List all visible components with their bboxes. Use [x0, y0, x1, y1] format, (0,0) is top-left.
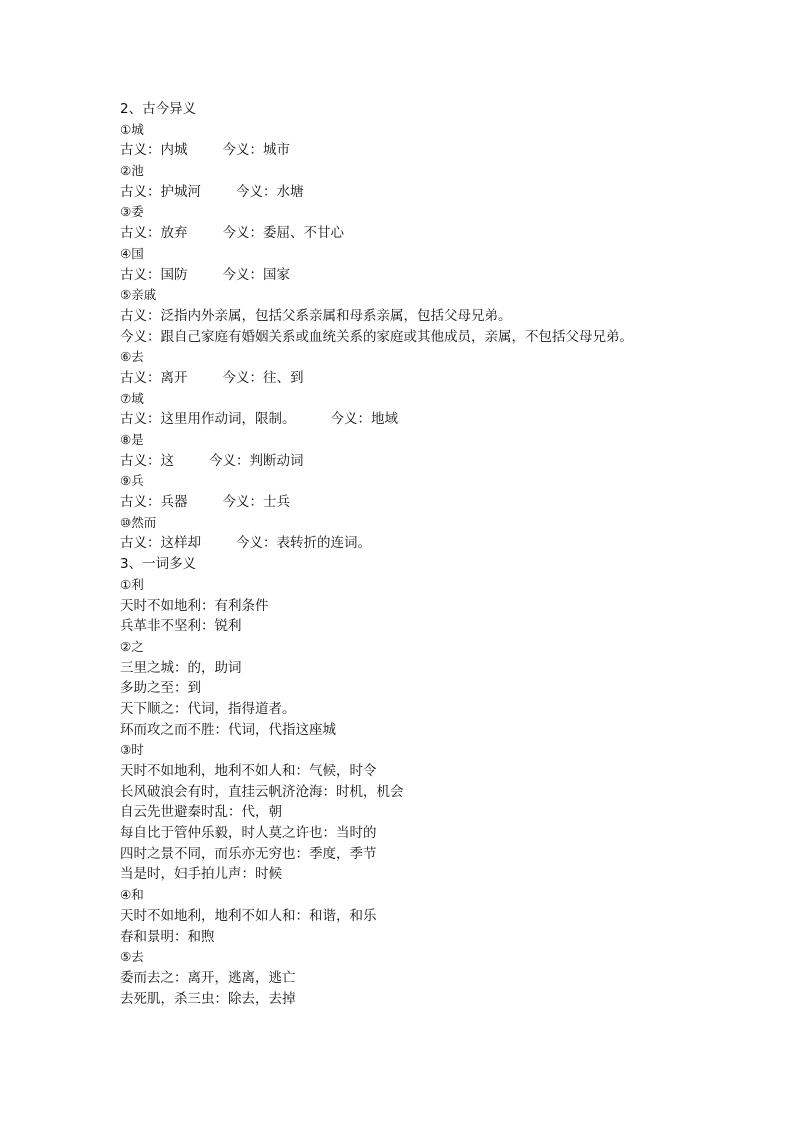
- modern-meaning: 今义：城市: [222, 142, 290, 159]
- entry-meanings: [120, 265, 720, 286]
- ancient-meaning: 古义：这里用作动词，限制。: [120, 411, 296, 428]
- ancient-meaning: 古义：这: [120, 452, 174, 469]
- modern-meaning: 今义：往、到: [222, 369, 304, 386]
- entry-number: ③委: [120, 204, 144, 220]
- entry-meanings: [120, 368, 720, 389]
- section-heading: 2、古今异义: [120, 101, 197, 117]
- entry-meanings: [120, 140, 720, 161]
- modern-meaning: 今义：士兵: [222, 494, 290, 511]
- usage-line: 天下顺之：代词，指得道者。: [120, 700, 296, 717]
- usage-line: 委而去之：离开，逃离，逃亡: [120, 969, 296, 986]
- entry-number: ②池: [120, 163, 144, 179]
- modern-meaning: 今义：委屈、不甘心: [222, 225, 344, 242]
- modern-meaning: 今义：地域: [330, 411, 398, 428]
- entry-number: ⑧是: [120, 432, 144, 447]
- entry-meanings: [120, 409, 720, 430]
- usage-line: 去死肌，杀三虫：除去，去掉: [120, 990, 296, 1007]
- usage-line: 春和景明：和煦: [120, 928, 215, 945]
- word-number: ④和: [120, 887, 144, 903]
- usage-line: 每自比于管仲乐毅，时人莫之许也：当时的: [120, 825, 377, 842]
- ancient-meaning: 古义：放弃: [120, 225, 188, 242]
- entry-meanings: [120, 182, 720, 203]
- ancient-meaning: 古义：离开: [120, 369, 188, 386]
- usage-line: 兵革非不坚利：锐利: [120, 618, 242, 635]
- usage-line: 三里之城：的，助词: [120, 659, 242, 676]
- entry-number: ④国: [120, 245, 144, 261]
- entry-number: ⑩然而: [120, 514, 157, 530]
- word-number: ⑤去: [120, 949, 144, 965]
- entry-meanings: [120, 533, 720, 554]
- entry-meanings: [120, 223, 720, 244]
- entry-meanings: [120, 451, 720, 472]
- modern-meaning: 今义：跟自己家庭有婚姻关系或血统关系的家庭或其他成员，亲属，不包括父母兄弟。: [120, 328, 633, 345]
- word-number: ①利: [120, 576, 144, 592]
- entry-number: ①城: [120, 121, 144, 137]
- usage-line: 长风破浪会有时，直挂云帆济沧海：时机，机会: [120, 783, 404, 800]
- usage-line: 当是时，妇手拍儿声：时候: [120, 866, 282, 883]
- document-page: [120, 99, 720, 1009]
- word-number: ③时: [120, 742, 144, 758]
- modern-meaning: 今义：水塘: [236, 183, 304, 200]
- ancient-meaning: 古义：内城: [120, 142, 188, 159]
- usage-line: 多助之至：到: [120, 680, 201, 697]
- ancient-meaning: 古义：护城河: [120, 183, 201, 200]
- word-number: ②之: [120, 638, 144, 654]
- ancient-meaning: 古义：国防: [120, 266, 188, 283]
- entry-meanings: [120, 492, 720, 513]
- modern-meaning: 今义：国家: [222, 266, 290, 283]
- entry-number: ⑦域: [120, 390, 144, 406]
- entry-number: ⑨兵: [120, 473, 144, 489]
- usage-line: 自云先世避秦时乱：代，朝: [120, 804, 282, 821]
- usage-line: 四时之景不同，而乐亦无穷也：季度，季节: [120, 845, 377, 862]
- ancient-meaning: 古义：兵器: [120, 494, 188, 511]
- usage-line: 环而攻之而不胜：代词，代指这座城: [120, 721, 336, 738]
- usage-line: 天时不如地利：有利条件: [120, 597, 269, 614]
- ancient-meaning: 古义：这样却: [120, 535, 201, 552]
- usage-line: 天时不如地利，地利不如人和：和谐，和乐: [120, 907, 377, 924]
- entry-number: ⑥去: [120, 349, 144, 365]
- section-heading: 3、一词多义: [120, 556, 197, 573]
- modern-meaning: 今义：判断动词: [209, 452, 304, 469]
- ancient-meaning: 古义：泛指内外亲属，包括父系亲属和母系亲属，包括父母兄弟。: [120, 307, 512, 324]
- modern-meaning: 今义：表转折的连词。: [236, 535, 371, 552]
- entry-number: ⑤亲戚: [120, 287, 157, 303]
- usage-line: 天时不如地利，地利不如人和：气候，时令: [120, 763, 377, 779]
